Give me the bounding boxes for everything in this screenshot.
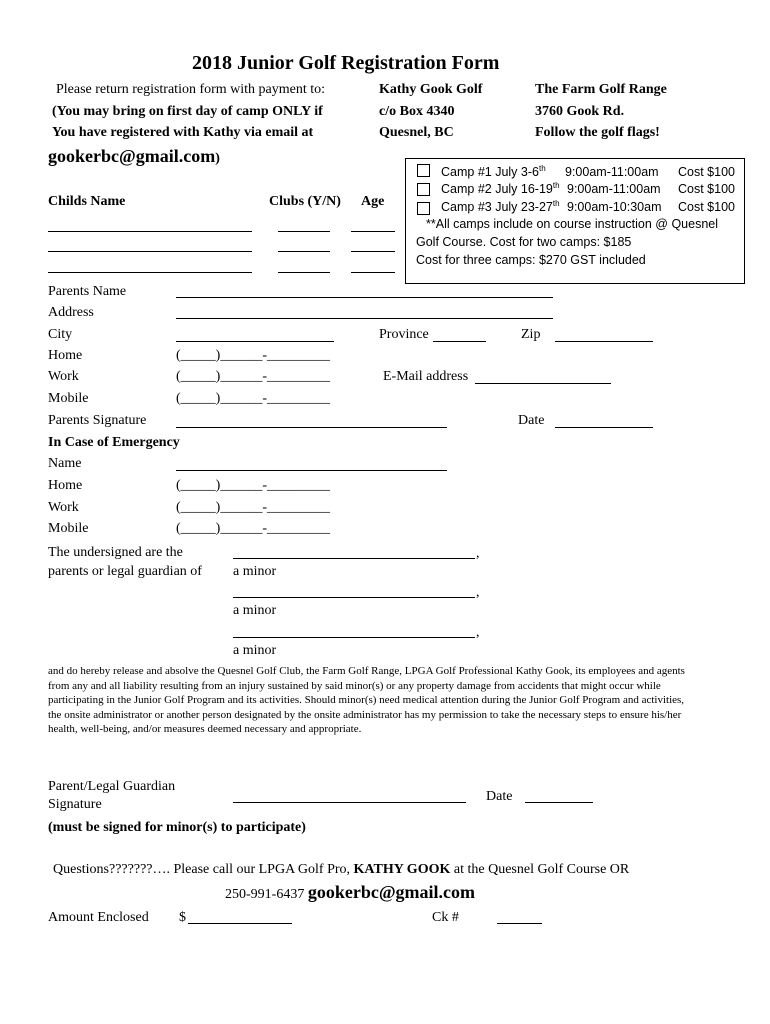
city-label: City <box>48 327 73 342</box>
minor1-label: a minor <box>233 564 277 579</box>
province-field[interactable] <box>433 341 486 342</box>
contact-email: gookerbc@gmail.com) <box>48 146 220 166</box>
address1-line2: c/o Box 4340 <box>379 104 455 119</box>
child3-age-field[interactable] <box>351 272 395 273</box>
camp2-cost: Cost $100 <box>678 182 735 196</box>
child2-name-field[interactable] <box>48 251 252 252</box>
guardian-label-line1: Parent/Legal Guardian <box>48 779 176 794</box>
bring-note-line1: (You may bring on first day of camp ONLY if <box>52 104 323 119</box>
emergency-work-label: Work <box>48 500 79 515</box>
camp2-checkbox[interactable] <box>417 183 430 196</box>
camp3-checkbox[interactable] <box>417 202 430 215</box>
camp3-time: 9:00am-10:30am <box>567 200 662 214</box>
clubs-header: Clubs (Y/N) <box>269 194 341 209</box>
minor3-label: a minor <box>233 643 277 658</box>
camp1-label: Camp #1 July 3-6th <box>441 164 546 179</box>
emergency-heading: In Case of Emergency <box>48 435 180 450</box>
home-phone-label: Home <box>48 348 83 363</box>
camp3-label: Camp #3 July 23-27th <box>441 199 560 214</box>
child1-clubs-field[interactable] <box>278 231 330 232</box>
camp-note-line1: **All camps include on course instruction @ Quesnel <box>426 217 718 231</box>
camp1-cost: Cost $100 <box>678 165 735 179</box>
child2-clubs-field[interactable] <box>278 251 330 252</box>
address2-line2: 3760 Gook Rd. <box>535 104 625 119</box>
camp2-time: 9:00am-11:00am <box>567 182 661 196</box>
child3-name-field[interactable] <box>48 272 252 273</box>
home-phone-field[interactable]: (_____)______-_________ <box>176 348 330 363</box>
emergency-name-field[interactable] <box>176 470 447 471</box>
child1-name-field[interactable] <box>48 231 252 232</box>
parents-name-field[interactable] <box>176 297 553 298</box>
child1-age-field[interactable] <box>351 231 395 232</box>
questions-line: Questions???????…. Please call our LPGA Golf Pro, KATHY GOOK at the Quesnel Golf Course OR <box>53 862 630 877</box>
release-intro-line2: parents or legal guardian of <box>48 564 202 579</box>
guardian-date-label: Date <box>486 789 513 804</box>
city-field[interactable] <box>176 341 334 342</box>
contact-line: 250-991-6437 gookerbc@gmail.com <box>225 882 476 902</box>
date-label: Date <box>518 413 545 428</box>
cheque-number-field[interactable] <box>497 923 542 924</box>
guardian-date-field[interactable] <box>525 802 593 803</box>
camp1-checkbox[interactable] <box>417 164 430 177</box>
child2-age-field[interactable] <box>351 251 395 252</box>
address1-line1: Kathy Gook Golf <box>379 82 483 97</box>
amount-enclosed-label: Amount Enclosed <box>48 910 149 925</box>
emergency-home-label: Home <box>48 478 83 493</box>
childs-name-header: Childs Name <box>48 194 126 209</box>
mobile-phone-label: Mobile <box>48 391 89 406</box>
minor3-comma: , <box>476 625 480 640</box>
child3-clubs-field[interactable] <box>278 272 330 273</box>
zip-field[interactable] <box>555 341 653 342</box>
address1-line3: Quesnel, BC <box>379 125 454 140</box>
emergency-mobile-field[interactable]: (_____)______-_________ <box>176 521 330 536</box>
bring-note-line2: You have registered with Kathy via email at <box>52 125 314 140</box>
guardian-signature-field[interactable] <box>233 802 466 803</box>
address-field[interactable] <box>176 318 553 319</box>
minor1-name-field[interactable] <box>233 558 475 559</box>
work-phone-label: Work <box>48 369 79 384</box>
work-phone-field[interactable]: (_____)______-_________ <box>176 369 330 384</box>
mobile-phone-field[interactable]: (_____)______-_________ <box>176 391 330 406</box>
parents-signature-label: Parents Signature <box>48 413 147 428</box>
parents-signature-field[interactable] <box>176 427 447 428</box>
email-field[interactable] <box>475 383 611 384</box>
camp1-time: 9:00am-11:00am <box>565 165 659 179</box>
address2-line1: The Farm Golf Range <box>535 82 667 97</box>
minor1-comma: , <box>476 546 480 561</box>
release-paragraph: and do hereby release and absolve the Quesnel Golf Club, the Farm Golf Range, LPGA Golf Professional Kathy Gook, its employees and agents from any and all liability resulting from an injury sustained by said minor(s) or any property damage from accidents that might occur while participating in the Junior Golf Program and its activities. Should minor(s) need medical attention during the Junior Golf Program and activities, the onsite administrator or another person designated by the onsite administrator has my permission to take the necessary steps to ensure his/her health, well-being, and/or measures deemed necessary and appropriate. <box>48 665 685 736</box>
page-title: 2018 Junior Golf Registration Form <box>192 52 500 74</box>
email-label: E-Mail address <box>383 369 469 384</box>
camp-note-line3: Cost for three camps: $270 GST included <box>416 253 646 267</box>
release-intro-line1: The undersigned are the <box>48 545 183 560</box>
must-sign-note: (must be signed for minor(s) to participate) <box>48 820 306 835</box>
province-label: Province <box>379 327 429 342</box>
age-header: Age <box>361 194 385 209</box>
emergency-home-field[interactable]: (_____)______-_________ <box>176 478 330 493</box>
emergency-mobile-label: Mobile <box>48 521 89 536</box>
cheque-number-label: Ck # <box>432 910 459 925</box>
parents-name-label: Parents Name <box>48 284 127 299</box>
return-instructions: Please return registration form with payment to: <box>56 82 326 97</box>
minor2-name-field[interactable] <box>233 597 475 598</box>
emergency-name-label: Name <box>48 456 82 471</box>
camp-note-line2: Golf Course. Cost for two camps: $185 <box>416 235 632 249</box>
dollar-sign: $ <box>179 910 186 925</box>
amount-field[interactable] <box>188 923 292 924</box>
camp3-cost: Cost $100 <box>678 200 735 214</box>
guardian-label-line2: Signature <box>48 797 102 812</box>
minor2-label: a minor <box>233 603 277 618</box>
address2-line3: Follow the golf flags! <box>535 125 660 140</box>
minor2-comma: , <box>476 585 480 600</box>
emergency-work-field[interactable]: (_____)______-_________ <box>176 500 330 515</box>
address-label: Address <box>48 305 94 320</box>
date-field[interactable] <box>555 427 653 428</box>
camp2-label: Camp #2 July 16-19th <box>441 181 560 196</box>
minor3-name-field[interactable] <box>233 637 475 638</box>
zip-label: Zip <box>521 327 541 342</box>
